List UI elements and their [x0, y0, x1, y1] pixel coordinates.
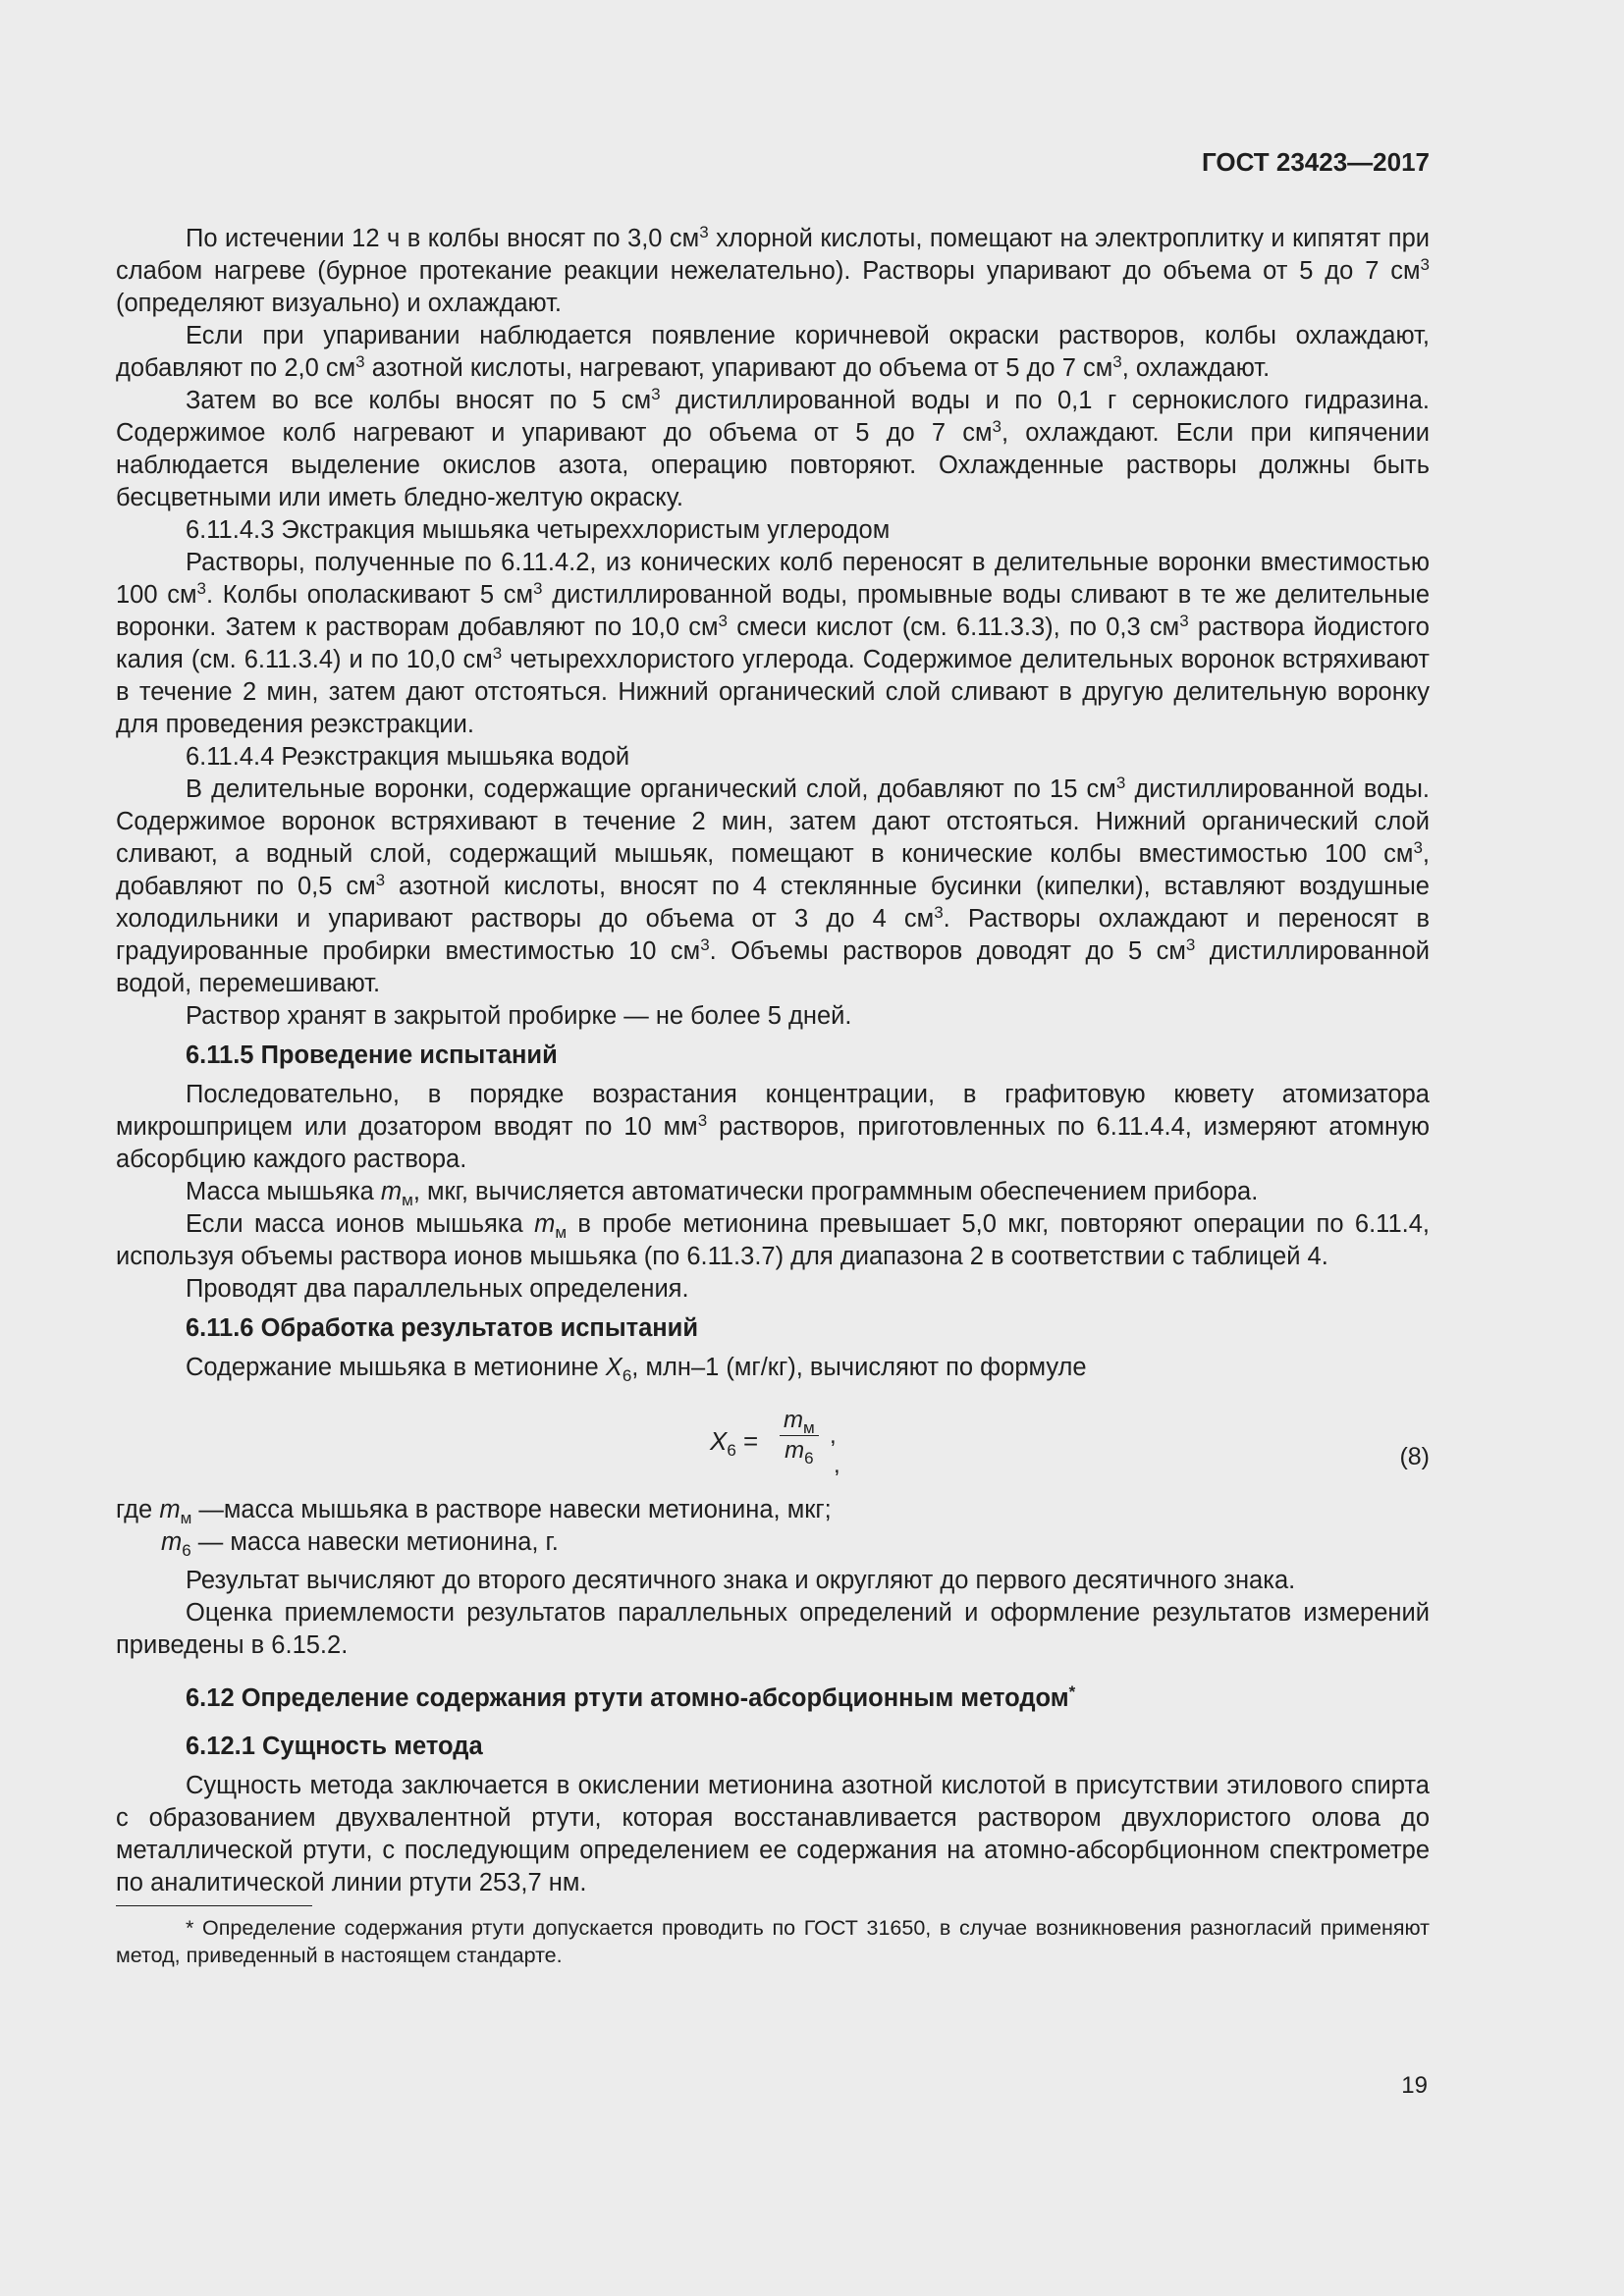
- paragraph: По истечении 12 ч в колбы вносят по 3,0 $см^3$ хлорной кислоты, помещают на электроплитку и кипятят при слабом нагреве (бурное протекание реакции нежелательно). Растворы упаривают до объема от 5 до 7 $см^3$ (определяют визуально) и охлаждают.: [116, 223, 1430, 317]
- formula-comma: ,: [830, 1422, 837, 1449]
- paragraph: Содержание мышьяка в метионине $X_6$, млн–1 (мг/кг), вычисляют по формуле: [186, 1354, 1087, 1385]
- paragraph: Последовательно, в порядке возрастания концентрации, в графитовую кювету атомизатора микрошприцем или дозатором вводят по 10 $мм^3$ растворов, приготовленных по 6.11.4.4, измеряют атомную абсорбцию каждого раствора.: [116, 1081, 1430, 1173]
- paragraph: Раствор хранят в закрытой пробирке — не более 5 дней.: [186, 1002, 852, 1030]
- page-number: 19: [1401, 2072, 1428, 2099]
- formula-legend-line: где $m_м$ —масса мышьяка в растворе навески метионина, мкг;: [116, 1496, 832, 1527]
- section-heading-6-12-1: 6.12.1 Сущность метода: [186, 1733, 483, 1760]
- formula-denominator: $m_6$: [785, 1437, 814, 1468]
- page-header-standard: ГОСТ 23423—2017: [1202, 147, 1430, 177]
- formula-comma-lower: ,: [834, 1452, 840, 1478]
- paragraph: Растворы, полученные по 6.11.4.2, из конических колб переносят в делительные воронки вместимостью 100 $см^3$. Колбы ополаскивают 5 $см^3$ дистиллированной воды, промывные воды сливают в те же делительные воронки. Затем к растворам добавляют по 10,0 $см^3$ смеси кислот (см. 6.11.3.3), по 0,3 $см^3$ раствора йодистого калия (см. 6.11.3.4) и по 10,0 $см^3$ четыреххлористого углерода. Содержимое делительных воронок встряхивают в течение 2 мин, затем дают отстояться. Нижний органический слой сливают в другую делительную воронку для проведения реэкстракции.: [116, 549, 1430, 738]
- paragraph: Проводят два параллельных определения.: [186, 1275, 689, 1303]
- paragraph: В делительные воронки, содержащие органический слой, добавляют по 15 $см^3$ дистиллированной воды. Содержимое воронок встряхивают в течение 2 мин, затем дают отстояться. Нижний органический слой сливают, а водный слой, содержащий мышьяк, помещают в конические колбы вместимостью 100 $см^3$, добавляют по 0,5 $см^3$ азотной кислоты, вносят по 4 стеклянные бусинки (кипелки), вставляют воздушные холодильники и упаривают растворы до объема от 3 до 4 $см^3$. Растворы охлаждают и переносят в градуированные пробирки вместимостью 10 $см^3$. Объемы растворов доводят до 5 $см^3$ дистиллированной водой, перемешивают.: [116, 774, 1431, 997]
- footnote-divider: [116, 1905, 312, 1906]
- formula-legend-line: $m_6$ — масса навески метионина, г.: [161, 1528, 559, 1560]
- paragraph: Если масса ионов мышьяка $m_м$ в пробе метионина превышает 5,0 мкг, повторяют операции по 6.11.4, используя объемы раствора ионов мышьяка (по 6.11.3.7) для диапазона 2 в соответствии с таблицей 4.: [116, 1210, 1431, 1270]
- paragraph: Масса мышьяка $m_м$, мкг, вычисляется автоматически программным обеспечением прибора.: [186, 1178, 1259, 1209]
- footnote: * Определение содержания ртути допускается проводить по ГОСТ 31650, в случае возникновения разногласий применяют метод, приведенный в настоящем стандарте.: [116, 1916, 1430, 1967]
- formula-8: [116, 1398, 1430, 1486]
- formula-lhs: $X_6$ =: [710, 1426, 759, 1460]
- paragraph: Оценка приемлемости результатов параллельных определений и оформление результатов измерений приведены в 6.15.2.: [116, 1599, 1430, 1659]
- formula-number: (8): [1399, 1443, 1430, 1470]
- paragraph: Если при упаривании наблюдается появление коричневой окраски растворов, колбы охлаждают, добавляют по 2,0 $см^3$ азотной кислоты, нагревают, упаривают до объема от 5 до 7 $см^3$, охлаждают.: [116, 322, 1430, 382]
- formula-numerator: $m_м$: [780, 1406, 819, 1436]
- paragraph: Сущность метода заключается в окислении метионина азотной кислотой в присутствии этилового спирта с образованием двухвалентной ртути, которая восстанавливается раствором двухлористого олова до металлической ртути, с последующим определением ее содержания на атомно-абсорбционном спектрометре по аналитической линии ртути 253,7 нм.: [116, 1772, 1430, 1896]
- subsection-heading-6-11-4-4: 6.11.4.4 Реэкстракция мышьяка водой: [186, 743, 630, 771]
- page-content: [116, 223, 1430, 1969]
- subsection-heading-6-11-4-3: 6.11.4.3 Экстракция мышьяка четыреххлористым углеродом: [186, 516, 891, 544]
- section-heading-6-12: 6.12 Определение содержания ртути атомно-абсорбционным методом*: [186, 1682, 1076, 1712]
- section-heading-6-11-6: 6.11.6 Обработка результатов испытаний: [186, 1314, 699, 1342]
- paragraph: Затем во все колбы вносят по 5 $см^3$ дистиллированной воды и по 0,1 г сернокислого гидразина. Содержимое колб нагревают и упаривают до объема от 5 до 7 $см^3$, охлаждают. Если при кипячении наблюдается выделение окислов азота, операцию повторяют. Охлажденные растворы должны быть бесцветными или иметь бледно-желтую окраску.: [116, 385, 1431, 511]
- paragraph: Результат вычисляют до второго десятичного знака и округляют до первого десятичного знака.: [186, 1567, 1296, 1594]
- section-heading-6-11-5: 6.11.5 Проведение испытаний: [186, 1041, 558, 1069]
- formula-fraction: [780, 1406, 819, 1466]
